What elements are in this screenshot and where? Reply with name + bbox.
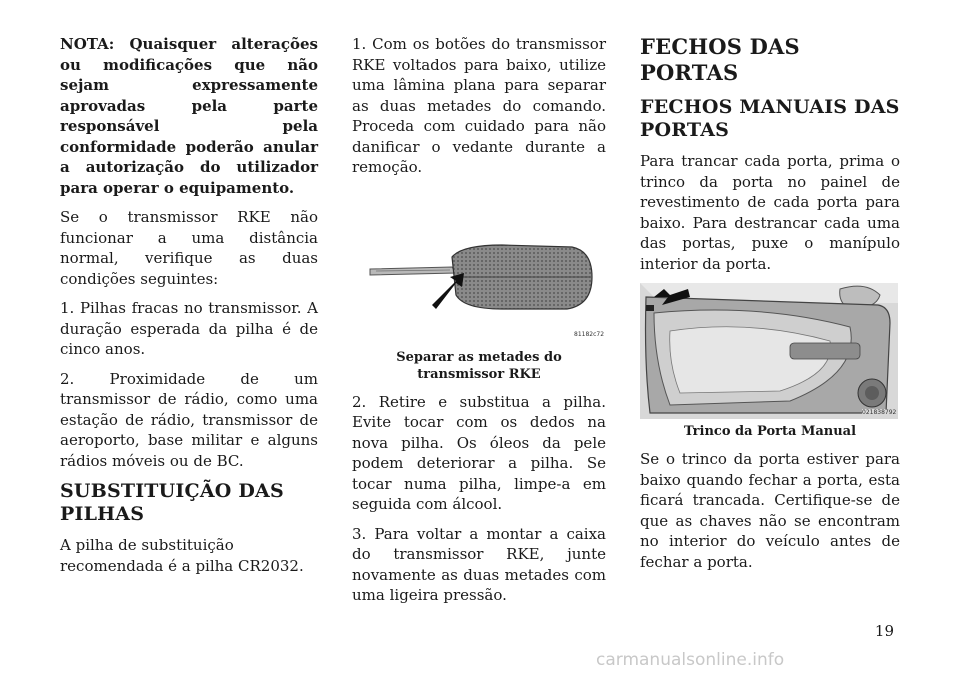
battery-replacement-heading: SUBSTITUIÇÃO DAS PILHAS (60, 480, 284, 525)
figure-code: 81182c72 (574, 330, 605, 338)
watermark: carmanualsonline.info (596, 650, 785, 670)
lock-instructions-paragraph: Para trancar cada porta, prima o trinco da porta no painel de revestimento de cada porta para baixo. Para destrancar cada uma das portas, puxe o manípulo interior da porta. (640, 152, 900, 273)
figure-caption: Separar as metades do transmissor RKE (396, 349, 562, 382)
door-panel-illustration (640, 283, 898, 419)
step-3-paragraph: 3. Para voltar a montar a caixa do transmissor RKE, junte novamente as duas metades com uma ligeira pressão. (352, 524, 606, 604)
condition-1-paragraph: 1. Pilhas fracas no transmissor. A duração esperada da pilha é de cinco anos. (60, 299, 318, 358)
figure-code: 021838792 (862, 409, 897, 416)
step-2-paragraph: 2. Retire e substitua a pilha. Evite tocar com os dedos na nova pilha. Os óleos da pele podem deteriorar a pilha. Se tocar numa pilha, limpe-a em seguida com álcool. (352, 392, 606, 513)
page-number: 19 (874, 622, 894, 640)
battery-type-paragraph: A pilha de substituição recomendada é a pilha CR2032. (60, 536, 304, 575)
door-panel-figure (640, 283, 900, 419)
key-fob-illustration (352, 187, 606, 347)
column-middle (352, 34, 606, 615)
note-paragraph: NOTA: Quaisquer alterações ou modificações que não sejam expressamente aprovadas pela parte responsável pela conformidade poderão anular a autorização do utilizador para operar o equipamento. (60, 35, 318, 197)
rke-range-paragraph: Se o transmissor RKE não funcionar a uma distância normal, verifique as duas condições seguintes: (60, 208, 318, 288)
column-right (640, 34, 900, 581)
door-locks-heading: FECHOS DAS PORTAS (640, 34, 800, 85)
lock-warning-paragraph: Se o trinco da porta estiver para baixo quando fechar a porta, esta ficará trancada. Certifique-se de que as chaves não se encontram no interior do veículo antes de fechar a porta. (640, 450, 900, 571)
condition-2-paragraph: 2. Proximidade de um transmissor de rádio, como uma estação de rádio, transmissor de aeroporto, base militar e alguns rádios móveis ou de BC. (60, 369, 318, 470)
key-fob-figure (352, 187, 606, 347)
figure-caption: Trinco da Porta Manual (683, 424, 857, 439)
manual-door-locks-heading: FECHOS MANUAIS DAS PORTAS (640, 96, 900, 141)
column-left (60, 34, 318, 585)
step-1-paragraph: 1. Com os botões do transmissor RKE voltados para baixo, utilize uma lâmina plana para separar as duas metades do comando. Proceda com cuidado para não danificar o vedante durante a remoção. (352, 35, 606, 176)
